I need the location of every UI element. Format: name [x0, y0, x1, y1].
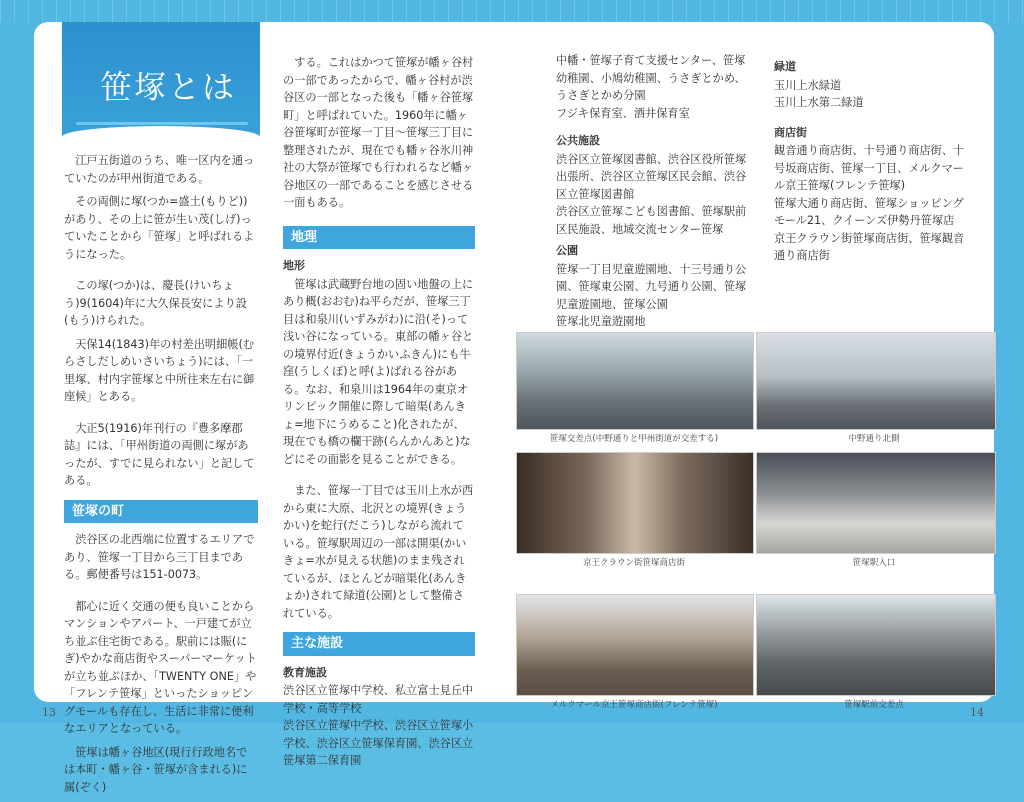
column-3 — [556, 52, 752, 331]
column-2 — [283, 54, 475, 770]
page-title: 笹塚とは — [100, 68, 237, 106]
paragraph: 渋谷区の北西端に位置するエリアであり、笹塚一丁目から三丁目まである。郵便番号は151-0073。 — [64, 533, 255, 581]
column-4 — [774, 54, 974, 265]
sub-heading: 教育施設 — [283, 665, 327, 679]
page-number-left: 13 — [42, 706, 56, 719]
photo-caption: メルクマール京王笹塚商店街(フレンテ笹塚) — [550, 700, 718, 710]
section-heading: 笹塚の町 — [64, 500, 258, 524]
paragraph: 都心に近く交通の便も良いことからマンションやアパート、一戸建てが立ち並ぶ住宅街である。駅前には賑(にぎ)やかな商店街やスーパーマーケットが立ち並ぶほか、「TWENTY ONE」や「フレンテ笹塚」といったショッピングモールも存在し、生活に非常に便利なエリアとなっている。 — [64, 599, 257, 735]
photo-caption: 笹塚駅前交差点 — [844, 700, 904, 710]
list-item: 玉川上水緑道 — [774, 78, 842, 92]
photo-caption: 笹塚駅入口 — [852, 558, 896, 568]
facility-list: 渋谷区立笹塚中学校、私立富士見丘中学校・高等学校 渋谷区立笹塚中学校、渋谷区立笹塚小学校、渋谷区立笹塚保育園、渋谷区立笹塚第二保育園 — [283, 684, 474, 767]
paragraph: その両側に塚(つか=盛土(もりど))があり、その上に笹が生い茂(しげ)っていたことから「笹塚」と呼ばれるようになった。 — [64, 195, 255, 261]
page-number-right: 14 — [970, 706, 984, 719]
sub-heading: 公共施設 — [556, 134, 600, 147]
photo-keio-crown-street — [516, 452, 754, 554]
paragraph: 笹塚は武蔵野台地の固い地盤の上にあり概(おおむ)ね平らだが、笹塚三丁目は和泉川(いずみがわ)に沿(そ)って浅い谷になっている。東部の幡ヶ谷との境界付近(きょうかいふきん)にも牛窪(うしくぼ)と呼(よ)ばれる谷がある。なお、和泉川は1964年の東京オリンピック開催に際して暗渠(あんきょ=地下にうめること)化されたが、現在でも橋の欄干跡(らんかんあと)などにその面影を見ることができる。 — [283, 277, 474, 466]
sub-heading: 公園 — [556, 244, 578, 257]
photo-sasazuka-intersection — [516, 332, 754, 430]
facility-list: 渋谷区立笹塚図書館、渋谷区役所笹塚出張所、渋谷区立笹塚区民会館、渋谷区立笹塚図書館 渋谷区立笹塚こども図書館、笹塚駅前区民施設、地域交流センター笹塚 — [556, 152, 747, 236]
paragraph: 大正5(1916)年刊行の『豊多摩郡誌』には、「甲州街道の両側に塚があったが、すでに見られない」と記してある。 — [64, 421, 255, 487]
sub-heading: 緑道 — [774, 60, 796, 73]
photo-caption: 笹塚交差点(中野通りと甲州街道が交差する) — [549, 434, 719, 444]
column-1 — [64, 152, 258, 802]
section-heading: 主な施設 — [283, 632, 475, 656]
list-item: 玉川上水第二緑道 — [774, 96, 864, 109]
section-heading: 地理 — [283, 226, 475, 250]
photo-grid — [516, 332, 994, 710]
facility-list: 中幡・笹塚子育て支援センター、笹塚幼稚園、小鳩幼稚園、うさぎとかめ、うさぎとかめ分園 フジキ保育室、酒井保育室 — [556, 54, 746, 120]
sub-heading: 地形 — [283, 259, 305, 272]
photo-merkmal-keio — [516, 594, 754, 696]
paragraph: この塚(つか)は、慶長(けいちょう)9(1604)年に大久保長安により設(もう)けられた。 — [64, 279, 247, 327]
facility-list: 観音通り商店街、十号通り商店街、十号坂商店街、笹塚一丁目、メルクマール京王笹塚(フレンテ笹塚) 笹塚大通り商店街、笹塚ショッピングモール21、クイーンズ伊勢丹笹塚店 京王クラウン街笹塚商店街、笹塚観音通り商店街 — [774, 144, 965, 262]
photo-station-entrance — [756, 452, 996, 554]
photo-caption: 京王クラウン街笹塚商店街 — [582, 558, 685, 568]
paragraph: 笹塚は幡ヶ谷地区(現行行政地名では本町・幡ヶ谷・笹塚が含まれる)に属(ぞく) — [64, 745, 248, 794]
title-underline — [76, 122, 248, 125]
facility-list: 笹塚一丁目児童遊園地、十三号通り公園、笹塚東公園、九号通り公園、笹塚児童遊園地、笹塚公園 笹塚北児童遊園地 — [556, 262, 747, 328]
photo-station-front-intersection — [756, 594, 996, 696]
photo-caption: 中野通り北側 — [848, 434, 900, 444]
paragraph: する。これはかつて笹塚が幡ヶ谷村の一部であったからで、幡ヶ谷村が渋谷区の一部となった後も「幡ヶ谷笹塚町」と呼ばれていた。1960年に幡ヶ谷笹塚町が笹塚一丁目～笹塚三丁目に整理されたが、現在でも幡ヶ谷氷川神社の大祭が笹塚でも行われるなど幡ヶ谷地区の一部であることを感じさせる一面もある。 — [283, 56, 474, 209]
paragraph: 江戸五街道のうち、唯一区内を通っていたのが甲州街道である。 — [64, 154, 255, 185]
photo-nakano-dori-north — [756, 332, 996, 430]
sub-heading: 商店街 — [774, 125, 807, 139]
paragraph: 天保14(1843)年の村差出明細帳(むらさしだしめいさいちょう)には、「一里塚、村内字笹塚と中所往来左右に御座候」とある。 — [64, 337, 255, 403]
paragraph: また、笹塚一丁目では玉川上水が西から東に大原、北沢との境界(きょうかい)を蛇行(だこう)しながら流れている。笹塚駅周辺の一部は開渠(かいきょ=水が見える状態)のまま残されているが、ほとんどが暗渠化(あんきょか)されて緑道(公園)として整備されている。 — [283, 484, 474, 620]
title-banner — [62, 22, 260, 147]
